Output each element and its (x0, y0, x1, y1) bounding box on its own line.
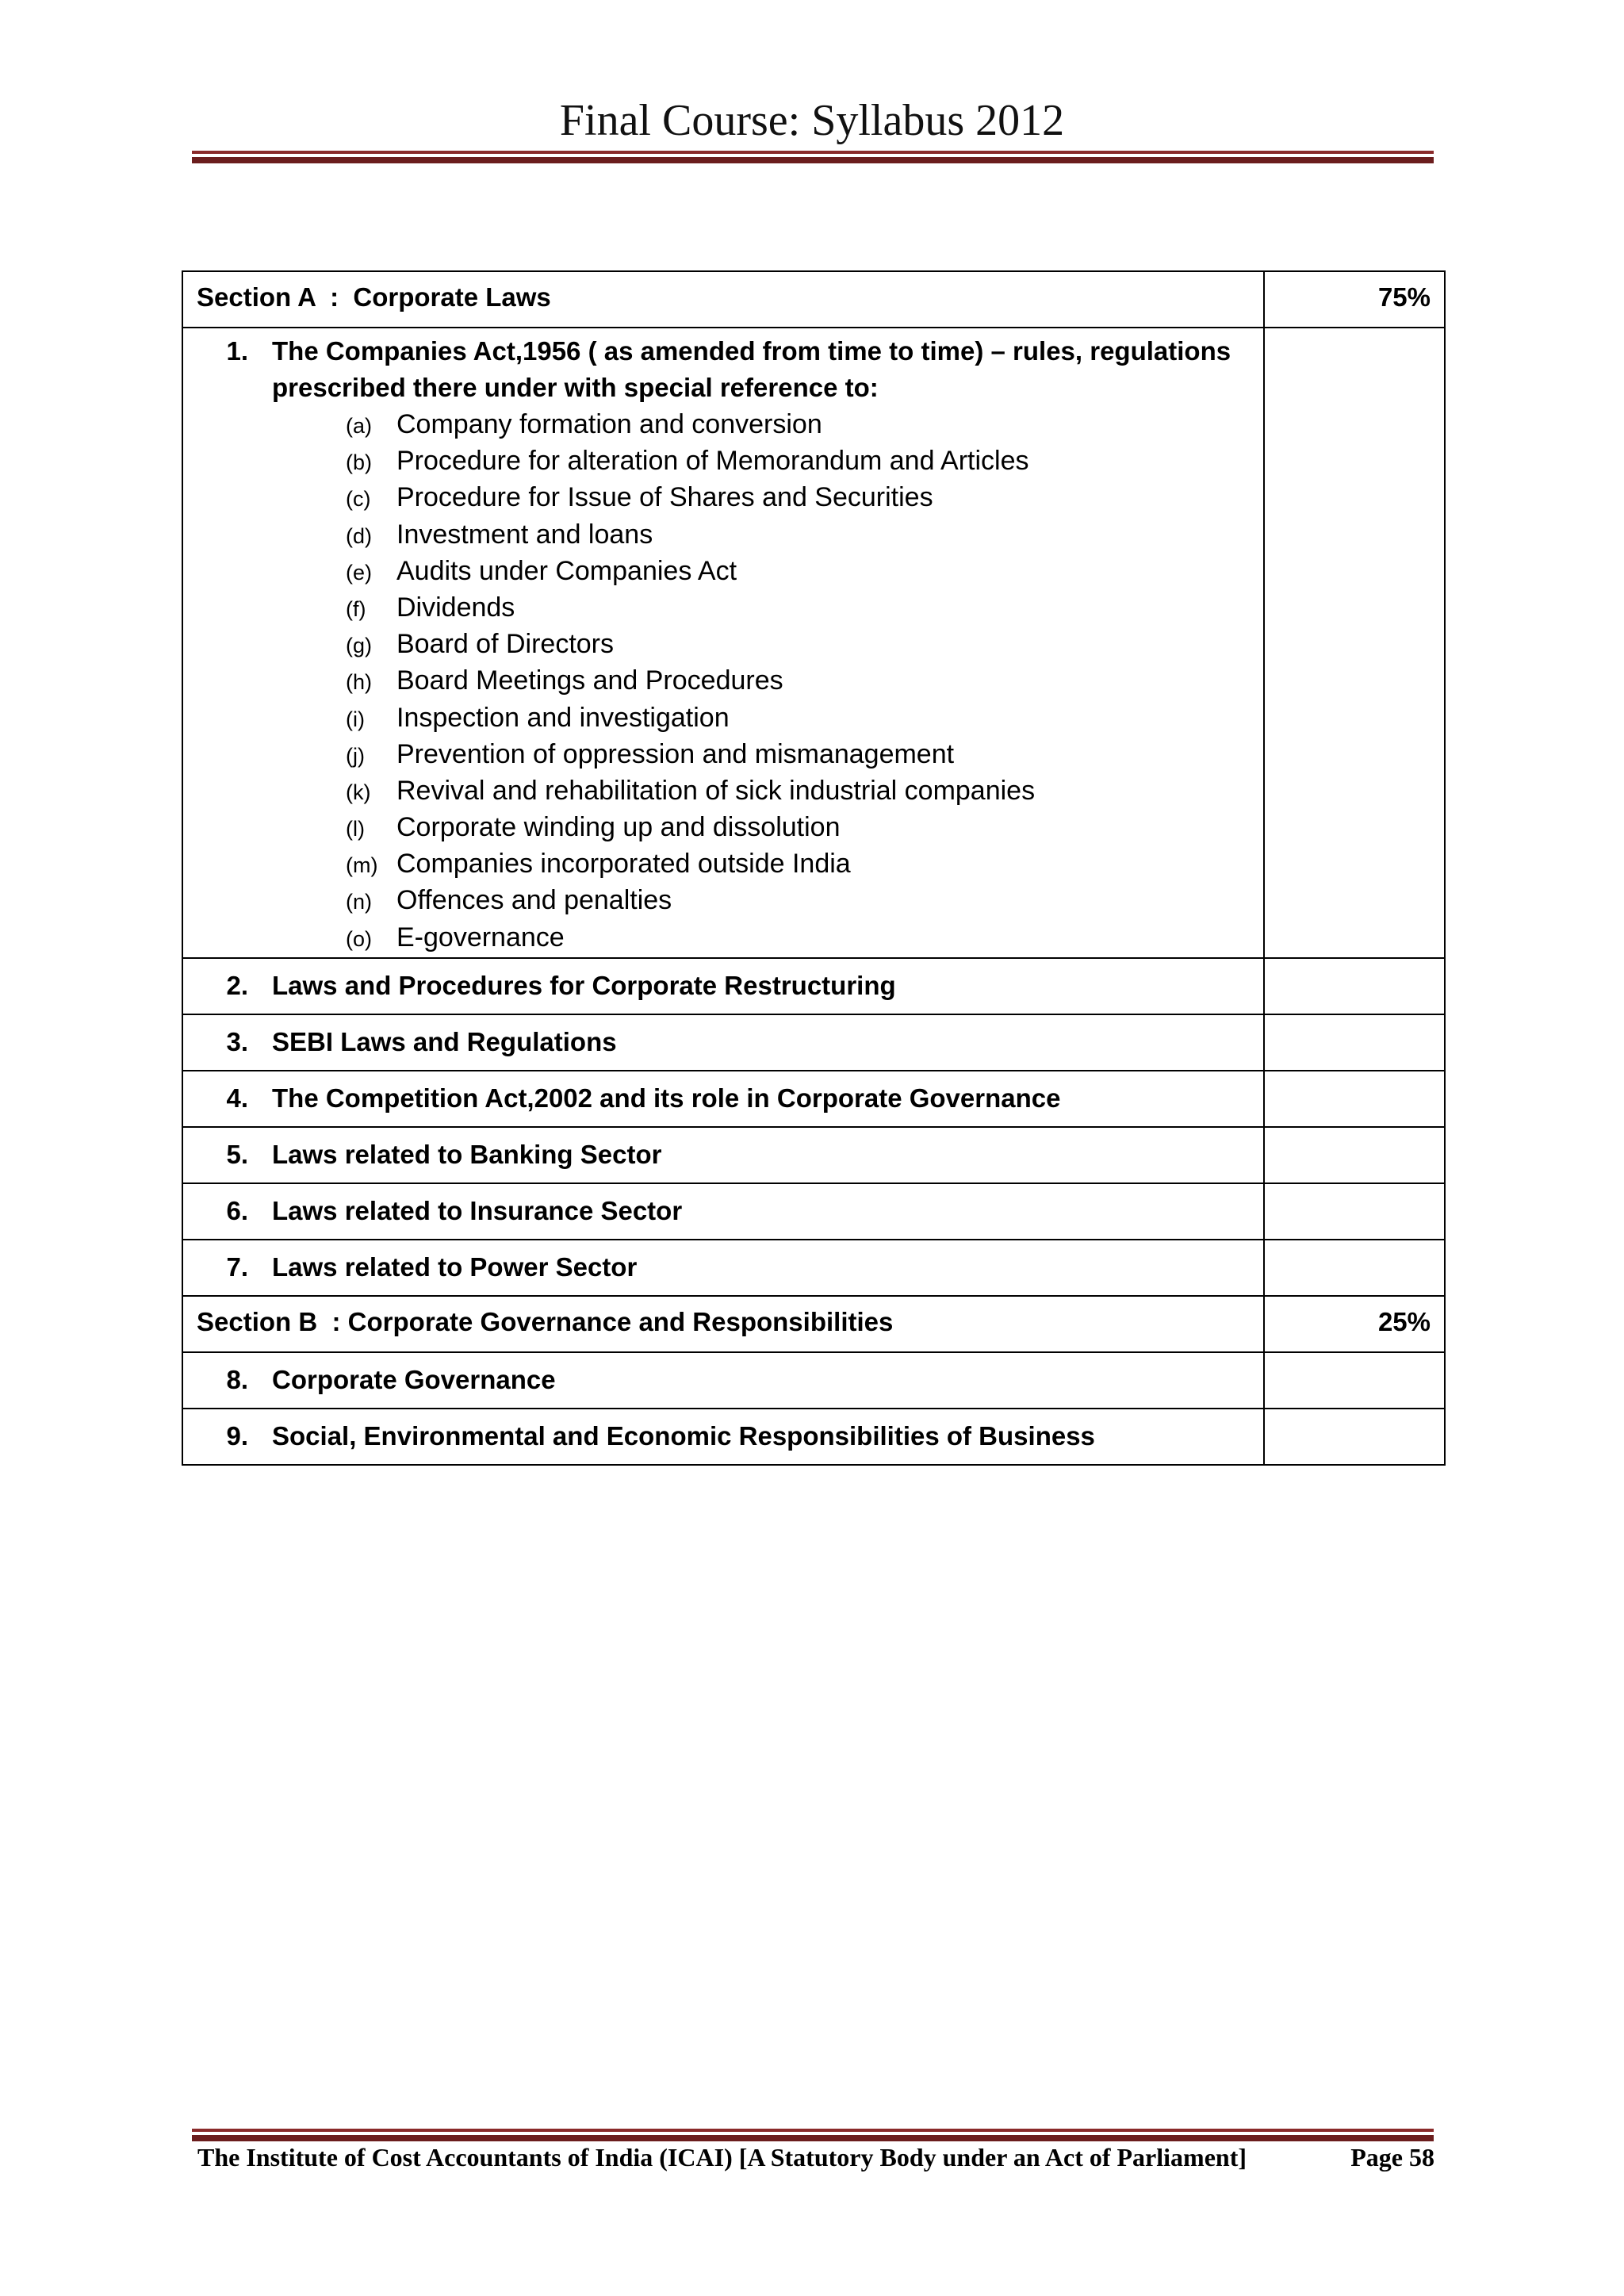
topic-heading (183, 1184, 1263, 1233)
topic-1-subitems (183, 406, 1263, 957)
section-a-row (182, 271, 1445, 328)
topic-text: Social, Environmental and Economic Responsibilities of Business (272, 1420, 1095, 1451)
topic-heading (183, 1353, 1263, 1402)
topic-row (182, 1409, 1445, 1465)
subitem (183, 589, 1263, 626)
section-b-weight: 25% (1377, 1306, 1431, 1336)
subitem-marker: (o) (346, 926, 372, 951)
topic-text: Laws related to Insurance Sector (272, 1195, 683, 1225)
topic-text: Laws related to Banking Sector (272, 1139, 662, 1169)
topic-number: 9. (226, 1420, 248, 1451)
subitem-text: Board Meetings and Procedures (396, 665, 783, 696)
subitem-text: Revival and rehabilitation of sick industrial companies (396, 775, 1036, 806)
subitem (183, 626, 1263, 662)
subitem (183, 406, 1263, 443)
subitem-marker: (e) (346, 560, 372, 585)
subitem (183, 736, 1263, 772)
subitem-marker: (d) (346, 523, 372, 548)
subitem-marker: (b) (346, 450, 372, 475)
section-b-topic-rows (182, 1352, 1445, 1465)
footer-page-number: Page 58 (1350, 2143, 1434, 2171)
section-b-row (182, 1296, 1445, 1352)
subitem-marker: (n) (346, 890, 372, 914)
topic-text: Corporate Governance (272, 1364, 556, 1394)
topic-heading (183, 1071, 1263, 1121)
subitem-marker: (a) (346, 414, 372, 438)
topic-heading (183, 1128, 1263, 1177)
subitem-text: Board of Directors (396, 629, 614, 660)
syllabus-table (182, 270, 1446, 1466)
topic-heading (183, 1015, 1263, 1064)
subitem-text: Company formation and conversion (396, 409, 822, 439)
subitem-text: E-governance (396, 922, 565, 953)
subitem-text: Inspection and investigation (396, 702, 730, 733)
topic-number: 5. (226, 1139, 248, 1169)
subitem (183, 809, 1263, 845)
subitem-marker: (l) (346, 817, 365, 841)
topic-row (182, 1240, 1445, 1296)
topic-row-1 (182, 328, 1445, 958)
footer-institute: The Institute of Cost Accountants of India (ICAI) [A Statutory Body under an Act of Parliament] (197, 2143, 1247, 2171)
topic-number: 2. (226, 970, 248, 1000)
subitem-text: Prevention of oppression and mismanagement (396, 738, 955, 769)
subitem (183, 662, 1263, 699)
topic-number: 6. (226, 1195, 248, 1225)
subitem-text: Companies incorporated outside India (396, 849, 851, 880)
topic-heading (183, 1240, 1263, 1290)
topic-number: 4. (226, 1083, 248, 1113)
footer (197, 2140, 1434, 2175)
subitem (183, 479, 1263, 516)
subitem-text: Audits under Companies Act (396, 555, 737, 586)
section-a-weight: 75% (1377, 282, 1431, 312)
page-header-title: Final Course: Syllabus 2012 (559, 96, 1065, 145)
topic-text: Laws related to Power Sector (272, 1251, 638, 1282)
subitem (183, 443, 1263, 479)
topic-row (182, 1071, 1445, 1127)
subitem-text: Dividends (396, 592, 515, 623)
subitem-marker: (k) (346, 780, 371, 804)
topic-row (182, 958, 1445, 1014)
subitem-marker: (i) (346, 707, 365, 731)
subitem-marker: (h) (346, 670, 372, 695)
topic-row (182, 1014, 1445, 1071)
subitem-text: Procedure for alteration of Memorandum and Articles (396, 446, 1029, 477)
subitem (183, 516, 1263, 553)
subitem (183, 700, 1263, 736)
subitem-marker: (c) (346, 487, 371, 512)
topic-number: 7. (226, 1251, 248, 1282)
section-b-label: Section B : Corporate Governance and Responsibilities (197, 1306, 894, 1336)
topic-number: 3. (226, 1026, 248, 1056)
subitem (183, 882, 1263, 918)
subitem (183, 553, 1263, 589)
subitem (183, 772, 1263, 809)
topic-1-number: 1. (226, 336, 248, 366)
subitem-text: Offences and penalties (396, 885, 672, 916)
topic-1-heading (183, 328, 1263, 406)
topic-text: Laws and Procedures for Corporate Restructuring (272, 970, 896, 1000)
topic-row (182, 1183, 1445, 1240)
subitem-marker: (m) (346, 853, 378, 878)
topic-1-text: The Companies Act,1956 ( as amended from time to time) – rules, regulations prescribed there under with special reference to: (272, 336, 1231, 402)
subitem (183, 845, 1263, 882)
topic-heading (183, 1409, 1263, 1458)
subitem-text: Corporate winding up and dissolution (396, 812, 841, 843)
subitem-marker: (j) (346, 743, 365, 768)
topic-row (182, 1352, 1445, 1409)
topic-row (182, 1127, 1445, 1183)
topic-number: 8. (226, 1364, 248, 1394)
subitem-text: Procedure for Issue of Shares and Securities (396, 482, 933, 513)
subitem-marker: (f) (346, 596, 366, 621)
subitem (183, 919, 1263, 956)
section-a-label: Section A : Corporate Laws (197, 282, 551, 312)
topic-text: SEBI Laws and Regulations (272, 1026, 617, 1056)
subitem-text: Investment and loans (396, 519, 653, 550)
subitem-marker: (g) (346, 634, 372, 658)
section-a-topic-rows (182, 958, 1445, 1296)
topic-text: The Competition Act,2002 and its role in Corporate Governance (272, 1083, 1061, 1113)
header-rule (192, 151, 1434, 163)
topic-heading (183, 959, 1263, 1008)
